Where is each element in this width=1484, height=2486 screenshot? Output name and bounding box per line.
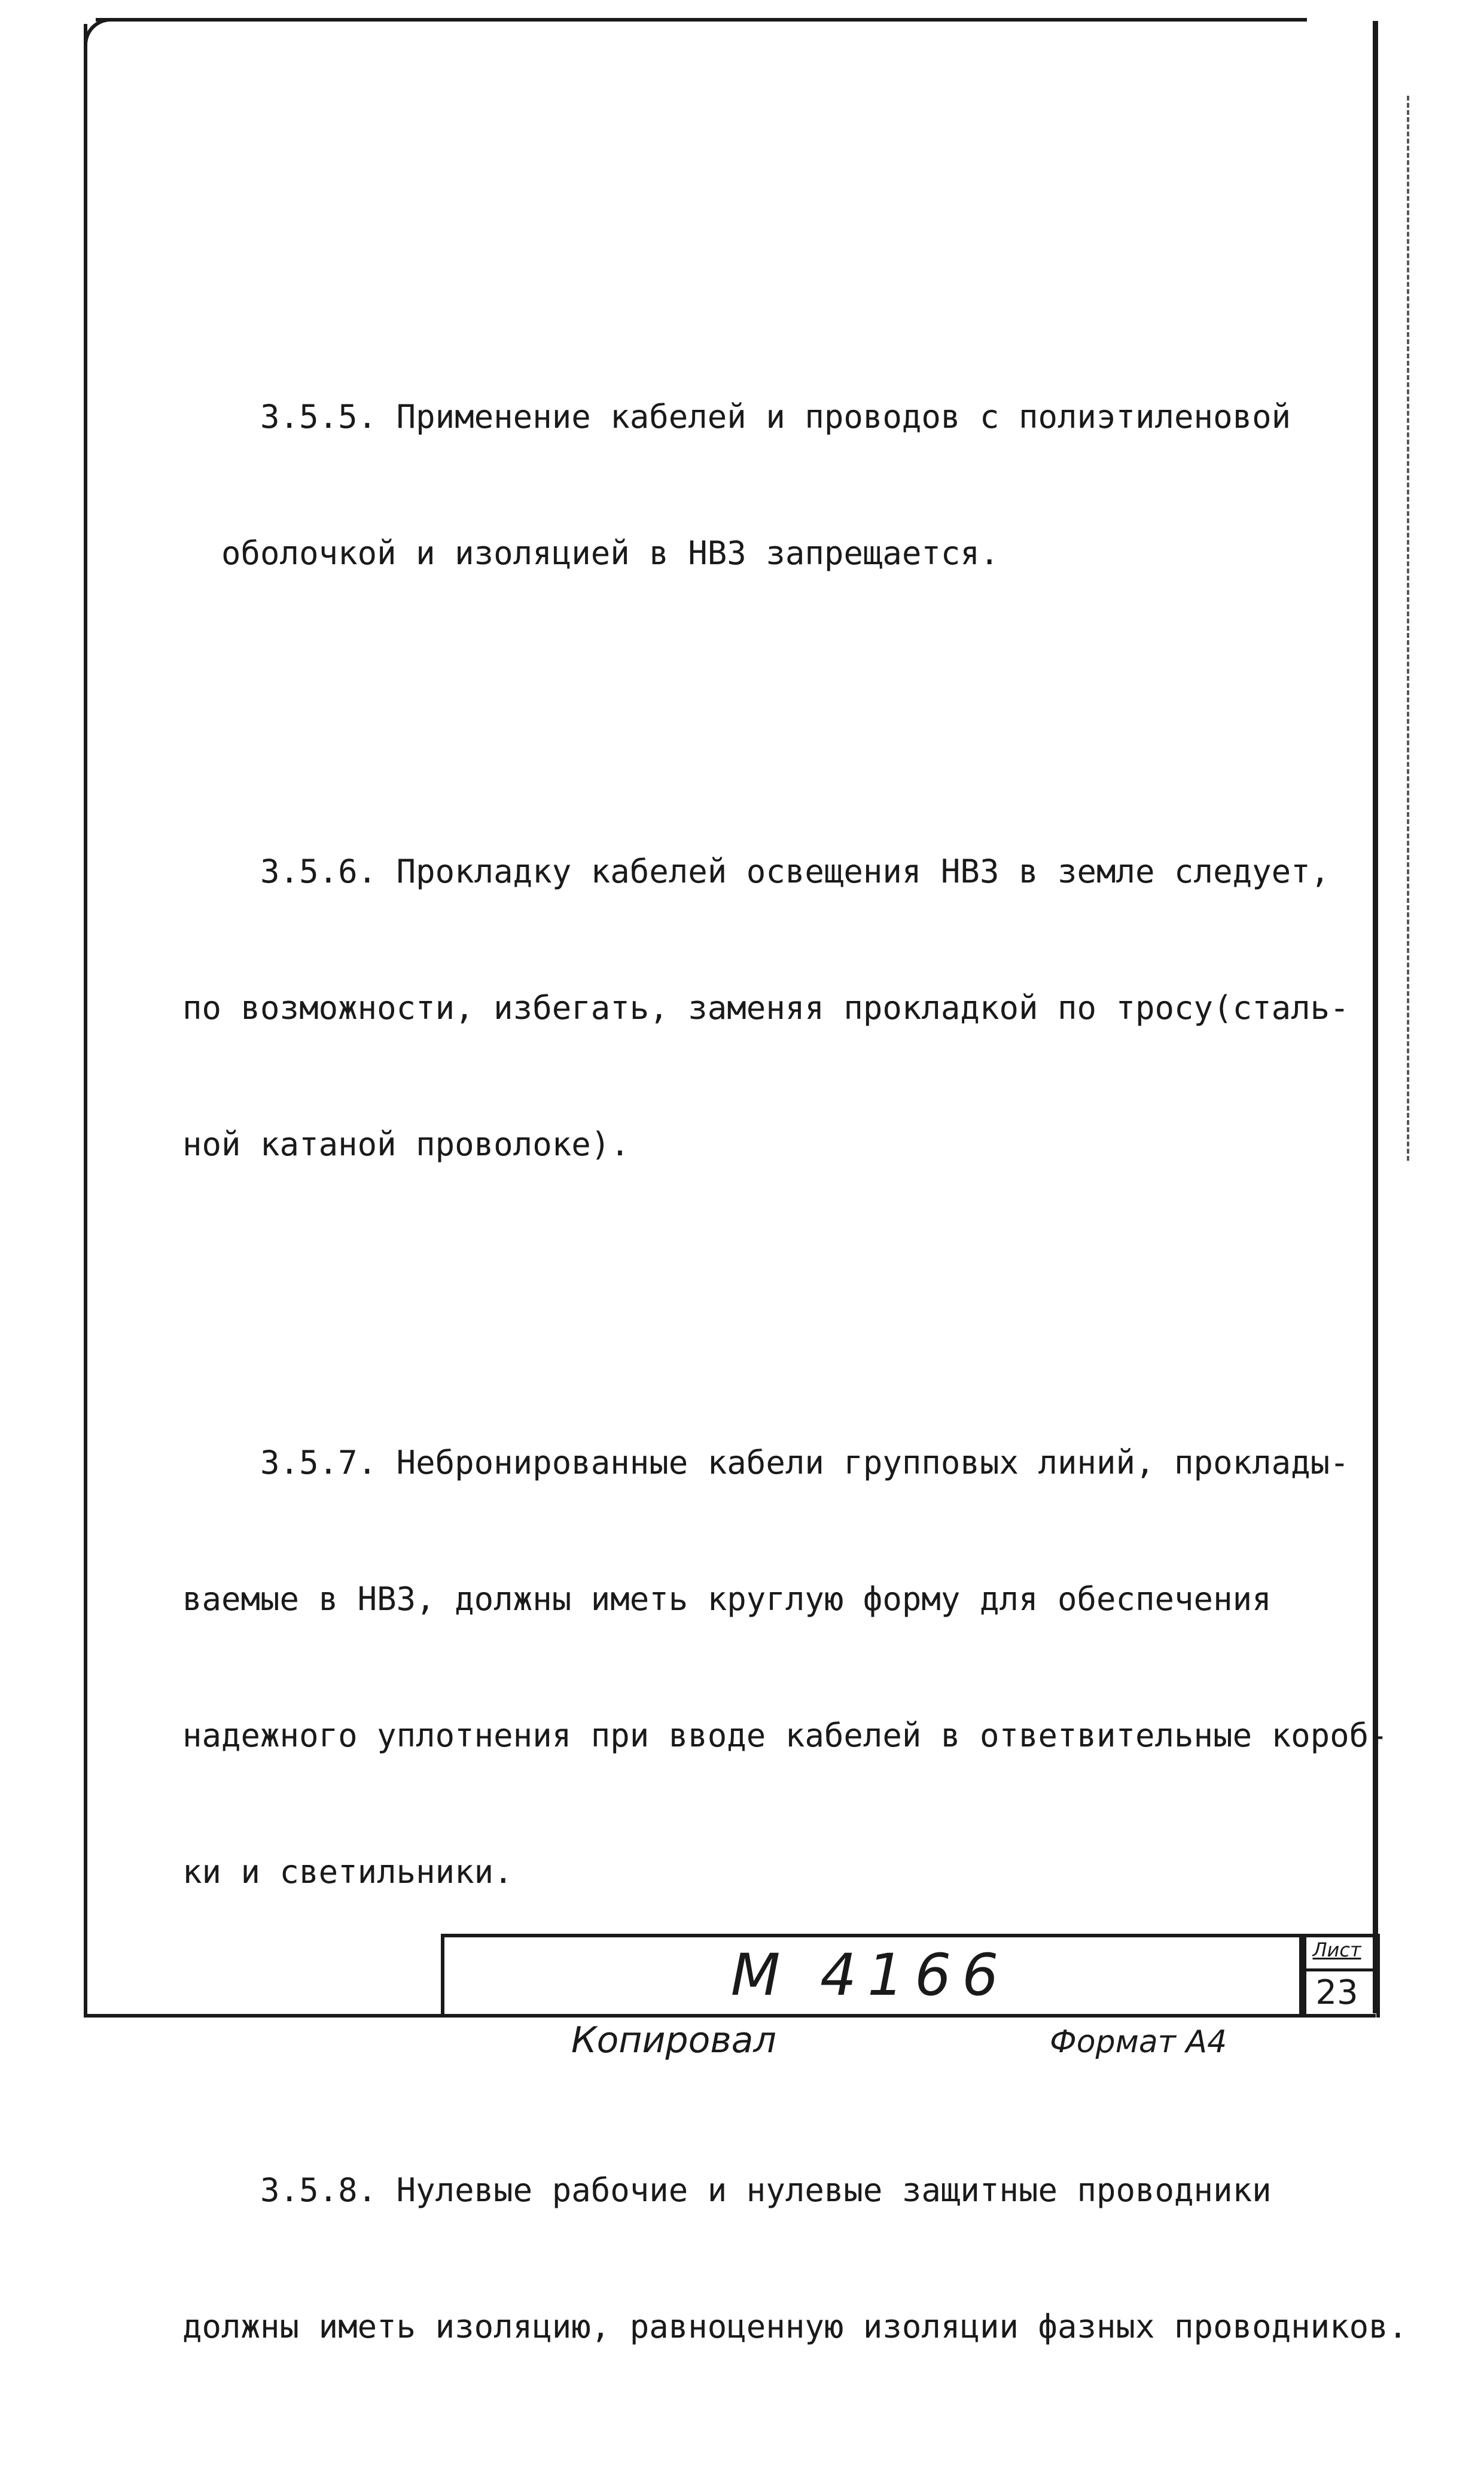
text-line: 3.5.8. Нулевые рабочие и нулевые защитные проводники: [182, 2171, 1272, 2209]
text-line: ки и светильники.: [182, 1853, 513, 1891]
document-body: [182, 212, 1408, 2486]
frame-right-border: [1373, 21, 1378, 2013]
paragraph-3-5-7: [182, 1349, 1388, 1986]
sheet-label: Лист: [1312, 1939, 1361, 1961]
text-line: ваемые в НВЗ, должны иметь круглую форму для обеспечения: [182, 1580, 1272, 1618]
text-line: надежного уплотнения при вводе кабелей в ответвительные короб-: [182, 1717, 1388, 1754]
frame-top-border: [96, 18, 1307, 22]
frame-corner: [84, 18, 123, 57]
text-line: оболочкой и изоляцией в НВЗ запрещается.: [182, 534, 1000, 572]
format-label: Формат А4: [1050, 2024, 1227, 2060]
paragraph-3-5-5: [182, 303, 1358, 667]
frame-left-border: [84, 24, 87, 2016]
paragraph-3-5-6: [182, 758, 1358, 1258]
document-number: М 4166: [730, 1942, 1010, 2009]
text-line: по возможности, избегать, заменяя прокладкой по тросу(сталь-: [182, 989, 1349, 1027]
paragraph-3-5-8: [182, 2077, 1408, 2441]
text-line: ной катаной проволоке).: [182, 1125, 630, 1163]
scan-edge-line: [1407, 96, 1409, 1161]
text-line: 3.5.6. Прокладку кабелей освещения НВЗ в земле следует,: [182, 853, 1330, 890]
text-line: должны иметь изоляцию, равноценную изоляции фазных проводников.: [182, 2308, 1408, 2345]
text-line: 3.5.5. Применение кабелей и проводов с полиэтиленовой: [182, 398, 1291, 436]
sheet-number: 23: [1315, 1973, 1358, 2012]
copied-by-label: Копировал: [571, 2019, 776, 2061]
text-line: 3.5.7. Небронированные кабели групповых линий, проклады-: [182, 1444, 1349, 1481]
sheet-divider: [1299, 1968, 1373, 1971]
